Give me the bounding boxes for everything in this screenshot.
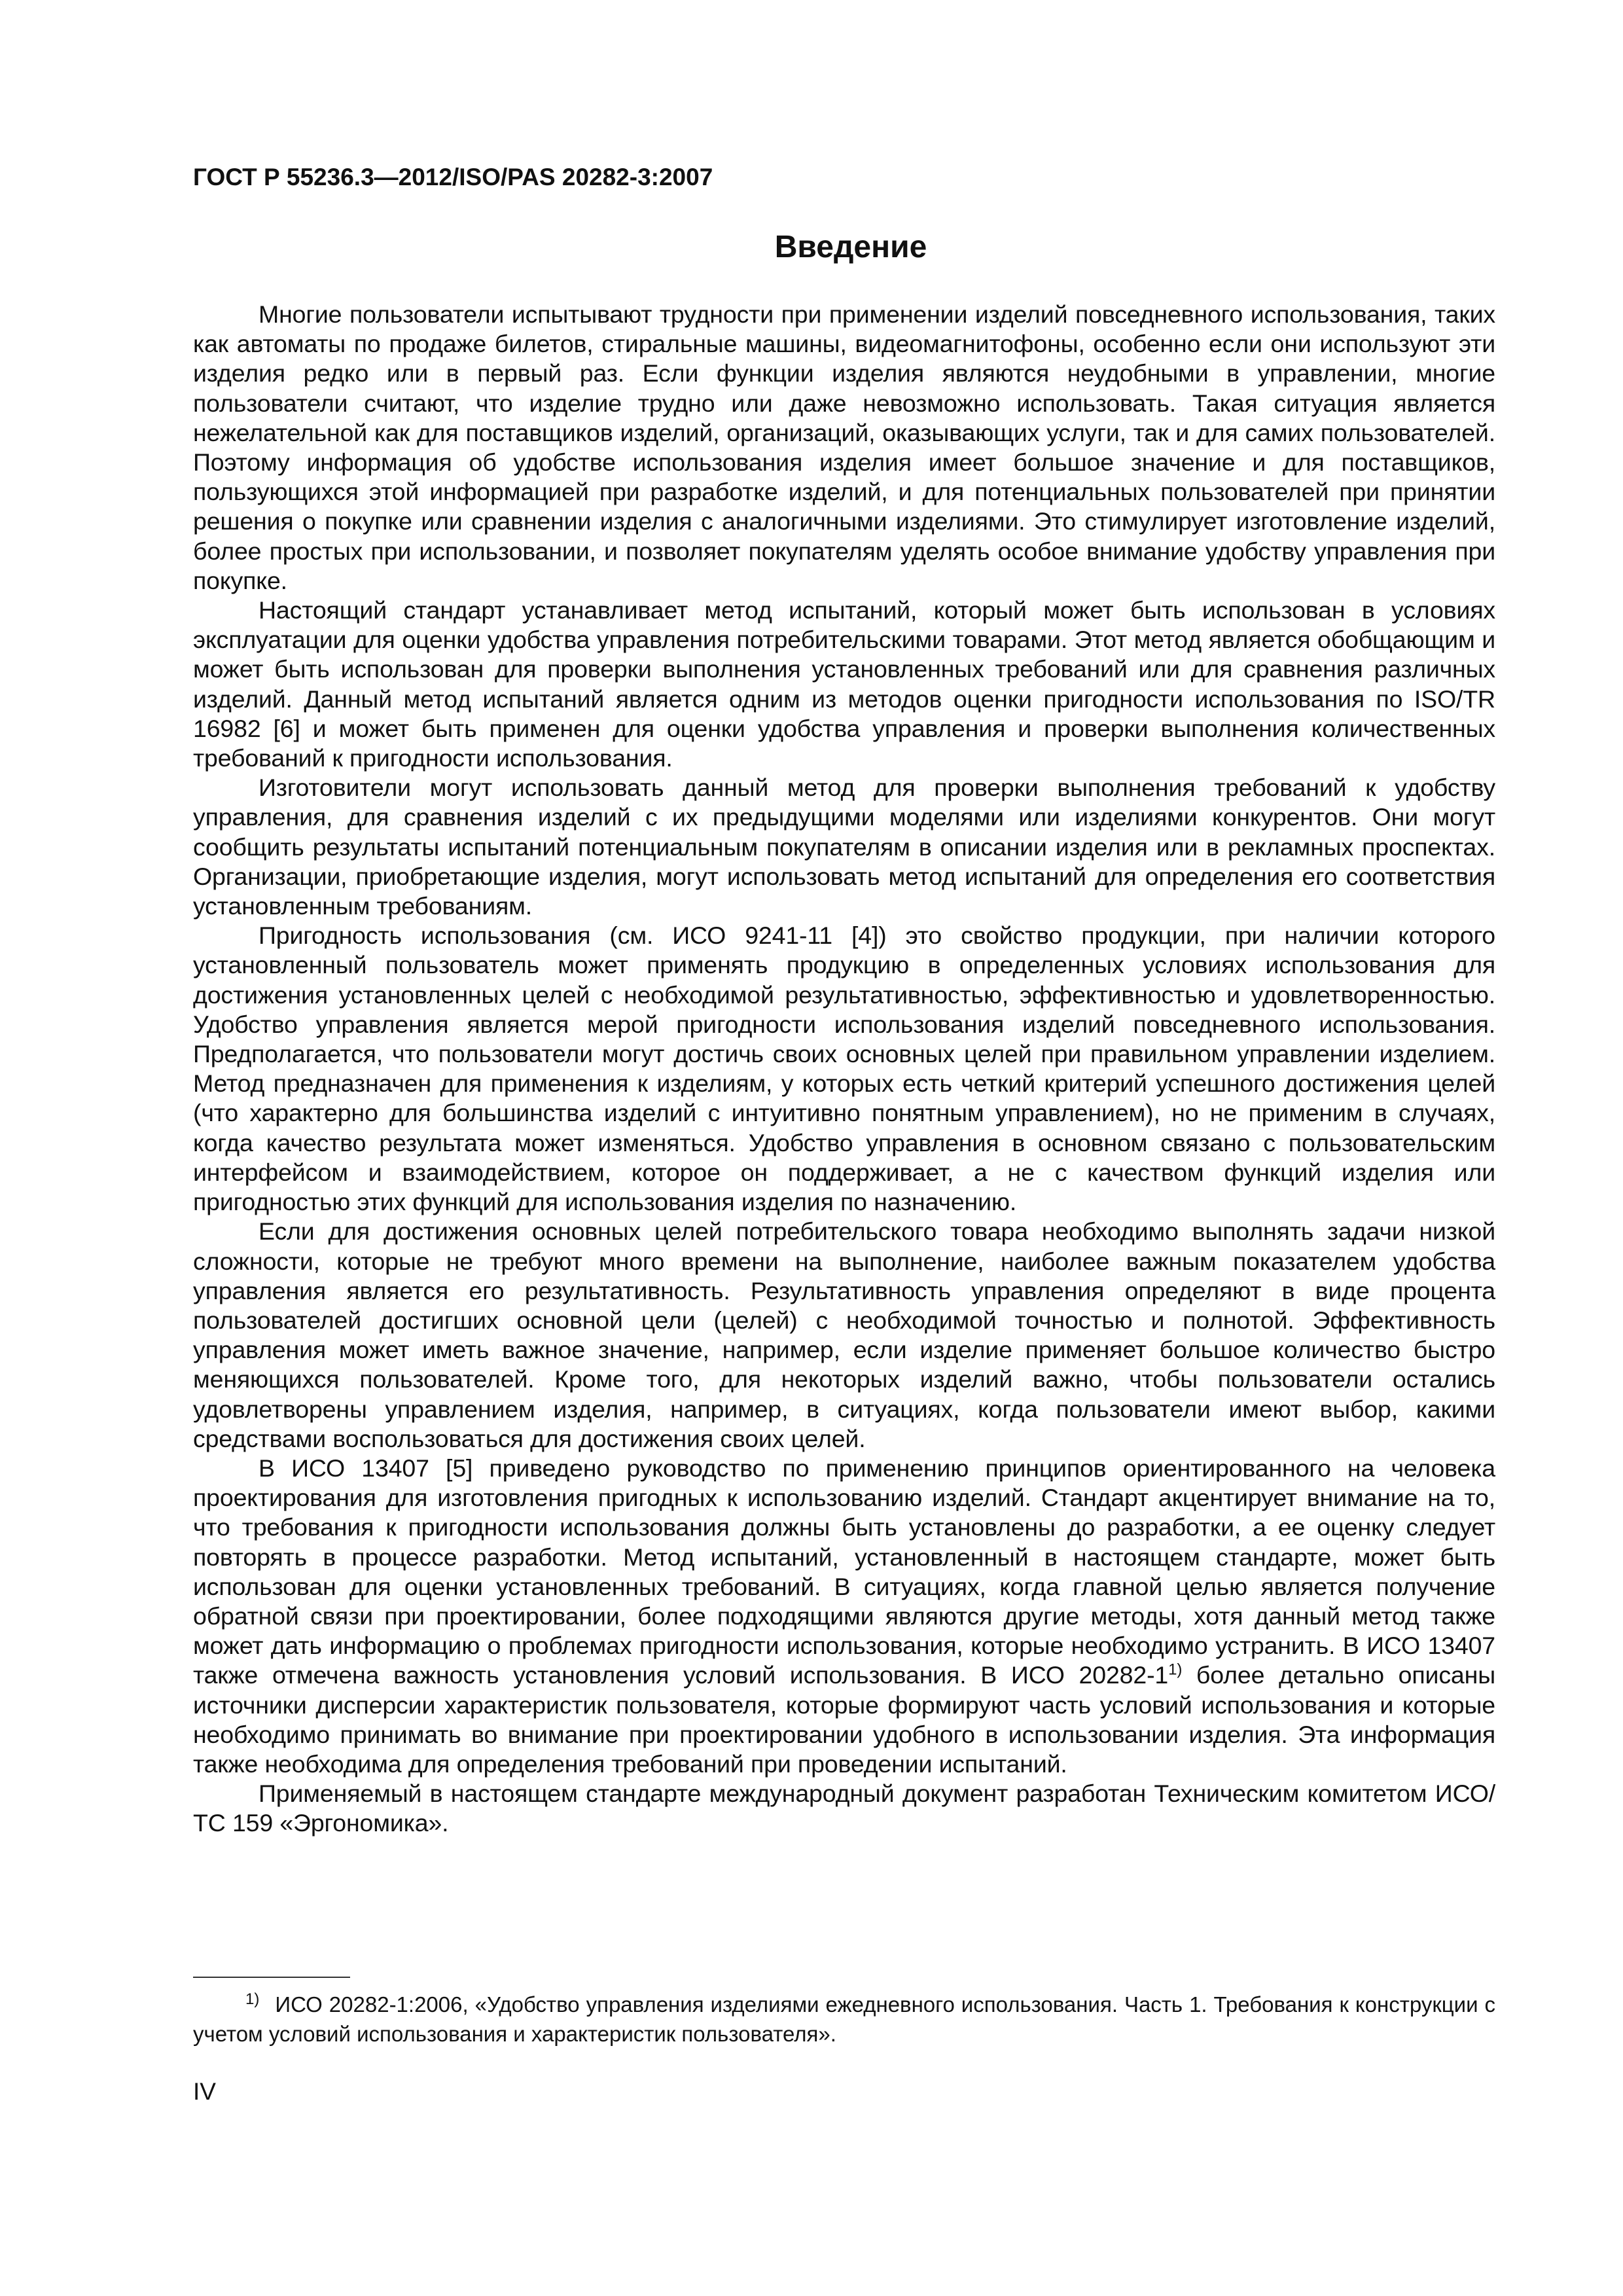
footnote-marker: 1) — [245, 1990, 260, 2008]
body-text — [193, 300, 1495, 1839]
section-title: Введение — [774, 230, 927, 264]
paragraph-3: Изготовители могут использовать данный метод для проверки выполнения требований к удобству управления, для сравнения изделий с их предыдущими моделями или изделиями конкурентов. Они могут сообщить результаты испытаний потенциальным покупателям в описании изделия или в рекламных проспектах. Организации, приобретающие изделия, могут использовать метод испытаний для определения его соответствия установленным требованиям. — [193, 774, 1495, 920]
paragraph-6 — [193, 1454, 1495, 1779]
footnote-reference: 1) — [1168, 1660, 1183, 1679]
paragraph-7: Применяемый в настоящем стандарте международный документ разработан Техническим комитетом ИСО/ТС 159 «Эргономика». — [193, 1780, 1495, 1837]
footnote-text: ИСО 20282-1:2006, «Удобство управления изделиями ежедневного использования. Часть 1. Требования к конструкции с учетом условий использования и характеристик пользователя». — [193, 1992, 1495, 2046]
paragraph-6-part-2: более детально описаны источники дисперсии характеристик пользователя, которые формируют часть условий использования и которые необходимо принимать во внимание при проектировании удобного в использовании изделия. Эта информация также необходима для определения требований при проведении испытаний. — [193, 1661, 1495, 1778]
paragraph-4: Пригодность использования (см. ИСО 9241-11 [4]) это свойство продукции, при наличии которого установленный пользователь может применять продукцию в определенных условиях использования для достижения установленных целей с необходимой результативностью, эффективностью и удовлетворенностью. Удобство управления является мерой пригодности использования изделий повседневного использования. Предполагается, что пользователи могут достичь своих основных целей при правильном управлении изделием. Метод предназначен для применения к изделиям, у которых есть четкий критерий успешного достижения целей (что характерно для большинства изделий с интуитивно понятным управлением), но не применим в случаях, когда качество результата может изменяться. Удобство управления в основном связано с пользовательским интерфейсом и взаимодействием, которое он поддерживает, а не с качеством функций изделия или пригодностью этих функций для использования изделия по назначению. — [193, 922, 1495, 1216]
footnote — [193, 1990, 1495, 2049]
standard-header: ГОСТ Р 55236.3—2012/ISO/PAS 20282-3:2007 — [193, 164, 713, 190]
footnote-separator — [193, 1977, 350, 1978]
page-number: IV — [193, 2078, 216, 2105]
paragraph-2: Настоящий стандарт устанавливает метод испытаний, который может быть использован в условиях эксплуатации для оценки удобства управления потребительскими товарами. Этот метод является обобщающим и может быть использован для проверки выполнения установленных требований или для сравнения различных изделий. Данный метод испытаний является одним из методов оценки пригодности использования по ISO/TR 16982 [6] и может быть применен для оценки удобства управления и проверки выполнения количественных требований к пригодности использования. — [193, 596, 1495, 772]
paragraph-1: Многие пользователи испытывают трудности при применении изделий повседневного использования, таких как автоматы по продаже билетов, стиральные машины, видеомагнитофоны, особенно если они используют эти изделия редко или в первый раз. Если функции изделия являются неудобными в управлении, многие пользователи считают, что изделие трудно или даже невозможно использовать. Такая ситуация является нежелательной как для поставщиков изделий, организаций, оказывающих услуги, так и для самих пользователей. Поэтому информация об удобстве использования изделия имеет большое значение и для поставщиков, пользующихся этой информацией при разработке изделий, и для потенциальных пользователей при принятии решения о покупке или сравнении изделия с аналогичными изделиями. Это стимулирует изготовление изделий, более простых при использовании, и позволяет покупателям уделять особое внимание удобству управления при покупке. — [193, 300, 1495, 594]
paragraph-5: Если для достижения основных целей потребительского товара необходимо выполнять задачи низкой сложности, которые не требуют много времени на выполнение, наиболее важным показателем удобства управления является его результативность. Результативность управления определяют в виде процента пользователей достигших основной цели (целей) с необходимой точностью и полнотой. Эффективность управления может иметь важное значение, например, если изделие применяет большое количество быстро меняющихся пользователей. Кроме того, для некоторых изделий важно, чтобы пользователи остались удовлетворены управлением изделия, например, в ситуациях, когда пользователи имеют выбор, какими средствами воспользоваться для достижения своих целей. — [193, 1217, 1495, 1452]
paragraph-6-part-1: В ИСО 13407 [5] приведено руководство по применению принципов ориентированного на человека проектирования для изготовления пригодных к использованию изделий. Стандарт акцентирует внимание на то, что требования к пригодности использования должны быть установлены до разработки, а ее оценку следует повторять в процессе разработки. Метод испытаний, установленный в настоящем стандарте, может быть использован для оценки установленных требований. В ситуациях, когда главной целью является получение обратной связи при проектировании, более подходящими являются другие методы, хотя данный метод также может дать информацию о проблемах пригодности использования, которые необходимо устранить. В ИСО 13407 также отмечена важность установления условий использования. В ИСО 20282-1 — [193, 1454, 1495, 1689]
